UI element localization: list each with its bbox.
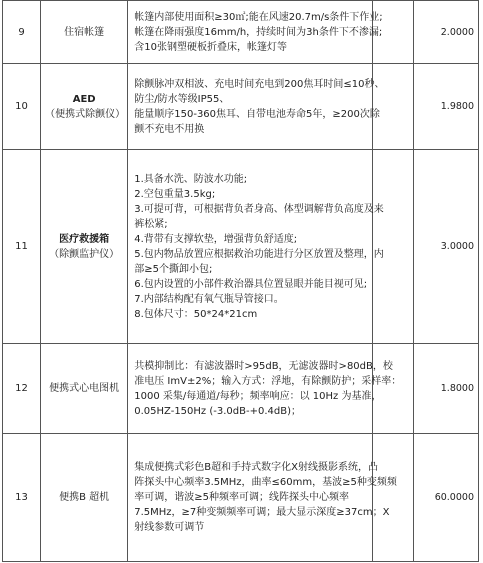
spec-line: 防尘/防水等级IP55、	[134, 93, 230, 105]
item-amount: 2.0000	[413, 1, 478, 64]
spec-line: 4.背带有支撑软垫，增强背负舒适度;	[134, 233, 298, 245]
table-row	[3, 1, 479, 64]
table-row	[3, 150, 479, 344]
spec-line: 射线参数可调节	[134, 522, 205, 533]
row-number: 9	[3, 1, 41, 64]
spec-line: 部≥5个撕卸小包;	[134, 263, 213, 275]
spec-line: 帐篷在降雨强度16mm/h，持续时间为3h条件下不渗漏;	[134, 26, 383, 38]
item-name-cell	[41, 434, 128, 562]
spec-line: 0.05HZ-150Hz (-3.0dB-+0.4dB)；	[134, 405, 301, 417]
empty-cell	[372, 344, 413, 434]
item-spec-cell	[128, 64, 385, 150]
spec-line: 阵探头中心频率3.5MHz，曲率≤60mm，基波≥5种变频频	[134, 477, 397, 488]
empty-cell	[372, 64, 413, 150]
item-spec-cell	[128, 150, 384, 344]
spec-line: 准电压 ImV±2%；输入方式：浮地，有除颤防护；采样率：	[134, 375, 402, 387]
item-name: 便携B 超机	[59, 492, 110, 503]
table-row	[3, 434, 479, 562]
item-name: 便携式心电图机	[49, 383, 120, 394]
item-name: AED	[72, 93, 96, 105]
item-name-cell	[41, 344, 128, 434]
spec-line: 共模抑制比：有滤波器时>95dB，无滤波器时>80dB，校	[134, 360, 393, 372]
spec-line: 能量顺序150-360焦耳、自带电池寿命5年，≥200次除	[134, 108, 380, 120]
row-number: 10	[3, 64, 41, 150]
item-amount: 1.8000	[413, 344, 478, 434]
item-amount: 3.0000	[413, 150, 478, 344]
table-row	[3, 64, 479, 150]
item-spec-cell	[128, 434, 397, 562]
spec-line: 3.可提可背，可根据背负者身高、体型调解背负高度及来	[134, 203, 384, 215]
spec-line: 8.包体尺寸：50*24*21cm	[134, 308, 258, 320]
item-name: 住宿帐篷	[64, 26, 105, 38]
spec-line: 5.包内物品放置应根据救治功能进行分区放置及整理，内	[134, 248, 384, 260]
spec-line: 6.包内设置的小部件救治器具位置显眼并能目视可见;	[134, 278, 368, 290]
spec-line: 1.具备水洗、防波水功能;	[134, 173, 248, 185]
item-spec-cell	[128, 1, 383, 64]
item-amount: 60.0000	[413, 434, 478, 562]
item-amount: 1.9800	[413, 64, 478, 150]
spec-line: 7.内部结构配有氧气瓶导管接口。	[134, 293, 284, 305]
item-name-cell	[41, 150, 128, 344]
spec-line: 除颤脉冲双相波、充电时间充电到200焦耳时间≤10秒、	[134, 78, 385, 90]
empty-cell	[372, 434, 413, 562]
spec-line: 颤不充电不用换	[134, 123, 205, 135]
empty-cell	[372, 150, 413, 344]
spec-line: 2.空包重量3.5kg;	[134, 188, 216, 200]
item-name-cell	[41, 1, 128, 64]
item-name-subtitle: （便携式除颤仪）	[45, 108, 126, 120]
spec-line: 率可调，谐波≥5种频率可调；线阵探头中心频率	[134, 492, 349, 503]
item-name-subtitle: （除颤监护仪）	[49, 248, 120, 260]
spec-line: 含10张钢塑硬板折叠床，帐篷灯等	[134, 41, 287, 53]
spec-line: 裤松紧;	[134, 218, 168, 230]
item-name: 医疗救援箱	[59, 233, 110, 245]
equipment-table	[2, 0, 479, 562]
spec-line: 集成便携式彩色B超和手持式数字化X射线摄影系统，凸	[134, 462, 378, 473]
table-row	[3, 344, 479, 434]
spec-line: 7.5MHz，≥7种变频频率可调；最大显示深度≥37cm；X	[134, 507, 390, 518]
spec-line: 1000 采集/每通道/每秒；频率响应：以 10Hz 为基准，	[134, 390, 382, 402]
row-number: 11	[3, 150, 41, 344]
row-number: 12	[3, 344, 41, 434]
spec-line: 帐篷内部使用面积≥30㎡;能在风速20.7m/s条件下作业;	[134, 11, 383, 23]
item-spec-cell	[128, 344, 402, 434]
item-name-cell	[41, 64, 128, 150]
row-number: 13	[3, 434, 41, 562]
